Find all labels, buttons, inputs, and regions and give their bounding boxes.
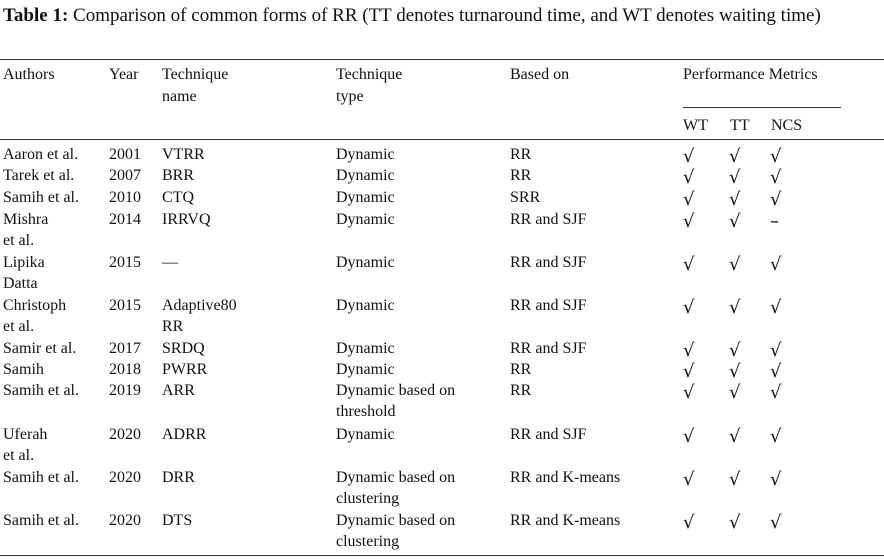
cell-technique-name: DRR: [162, 469, 195, 486]
cell-based-on: RR and SJF: [510, 211, 587, 228]
cell-technique-type: Dynamic: [336, 146, 395, 163]
cell-technique-type: clustering: [336, 533, 400, 550]
check-mark-wt: √: [683, 146, 695, 167]
header-performance-metrics: Performance Metrics: [683, 66, 818, 83]
cell-authors: Lipika: [3, 254, 45, 271]
cell-technique-type: threshold: [336, 403, 396, 420]
header-ncs: NCS: [771, 117, 803, 134]
check-mark-tt: √: [729, 361, 741, 382]
header-year: Year: [109, 66, 139, 83]
check-mark-ncs: √: [770, 469, 782, 490]
check-mark-ncs: √: [770, 167, 782, 188]
check-mark-wt: √: [683, 382, 695, 403]
cell-authors: et al.: [3, 318, 35, 335]
cell-authors: Samih et al.: [3, 382, 79, 399]
check-mark-wt: √: [683, 189, 695, 210]
cell-technique-type: Dynamic: [336, 211, 395, 228]
check-mark-wt: √: [683, 361, 695, 382]
caption-text: Comparison of common forms of RR (TT denotes turnaround time, and WT denotes waiting time): [73, 5, 821, 26]
cell-technique-type: Dynamic: [336, 167, 395, 184]
header-technique-name-1: Technique: [162, 66, 229, 83]
cell-technique-type: Dynamic: [336, 361, 395, 378]
cell-authors: Mishra: [3, 211, 49, 228]
check-mark-ncs: √: [770, 340, 782, 361]
cell-based-on: RR and K-means: [510, 469, 621, 486]
cell-technique-type: Dynamic: [336, 297, 395, 314]
cell-authors: Samih et al.: [3, 189, 79, 206]
check-mark-tt: √: [729, 512, 741, 533]
check-mark-tt: √: [729, 254, 741, 275]
cell-technique-name: —: [162, 254, 178, 271]
cell-technique-type: Dynamic based on: [336, 382, 456, 399]
check-mark-tt: √: [729, 382, 741, 403]
cell-authors: Samih et al.: [3, 512, 79, 529]
cell-technique-type: Dynamic: [336, 426, 395, 443]
cell-technique-name: CTQ: [162, 189, 194, 206]
check-mark-ncs: √: [770, 512, 782, 533]
cell-technique-name: IRRVQ: [162, 211, 211, 228]
top-rule: [0, 59, 884, 60]
check-mark-tt: √: [729, 167, 741, 188]
cell-year: 2007: [109, 167, 141, 184]
cell-authors: Datta: [3, 275, 38, 292]
cell-technique-name: BRR: [162, 167, 195, 184]
check-mark-tt: √: [729, 297, 741, 318]
cell-based-on: RR and SJF: [510, 297, 587, 314]
cell-authors: Uferah: [3, 426, 48, 443]
header-technique-type-1: Technique: [336, 66, 403, 83]
header-wt: WT: [683, 117, 708, 134]
cell-technique-name: DTS: [162, 512, 193, 529]
cell-authors: et al.: [3, 232, 35, 249]
cell-technique-type: Dynamic based on: [336, 512, 456, 529]
cell-technique-name: VTRR: [162, 146, 205, 163]
cell-technique-type: clustering: [336, 490, 400, 507]
check-mark-wt: √: [683, 426, 695, 447]
cell-authors: Samih: [3, 361, 44, 378]
cell-authors: Aaron et al.: [3, 146, 79, 163]
check-mark-ncs: √: [770, 297, 782, 318]
cell-based-on: SRR: [510, 189, 541, 206]
cell-year: 2001: [109, 146, 141, 163]
cell-technique-name: ADRR: [162, 426, 207, 443]
check-mark-tt: √: [729, 340, 741, 361]
cell-year: 2015: [109, 254, 141, 271]
cell-technique-name: Adaptive80: [162, 297, 237, 314]
header-technique-name-2: name: [162, 88, 197, 105]
check-mark-ncs: –: [770, 211, 779, 232]
check-mark-ncs: √: [770, 426, 782, 447]
cell-authors: et al.: [3, 447, 35, 464]
header-technique-type-2: type: [336, 88, 364, 105]
cell-year: 2020: [109, 512, 141, 529]
cell-based-on: RR and SJF: [510, 340, 587, 357]
cell-based-on: RR: [510, 146, 532, 163]
cell-based-on: RR and SJF: [510, 426, 587, 443]
check-mark-wt: √: [683, 469, 695, 490]
header-authors: Authors: [3, 66, 55, 83]
cell-technique-name: PWRR: [162, 361, 208, 378]
check-mark-ncs: √: [770, 382, 782, 403]
cell-authors: Samih et al.: [3, 469, 79, 486]
performance-subrule: [683, 107, 841, 108]
check-mark-wt: √: [683, 254, 695, 275]
check-mark-tt: √: [729, 211, 741, 232]
cell-year: 2020: [109, 426, 141, 443]
check-mark-ncs: √: [770, 361, 782, 382]
cell-year: 2014: [109, 211, 141, 228]
check-mark-tt: √: [729, 146, 741, 167]
cell-technique-name: SRDQ: [162, 340, 205, 357]
cell-technique-name: RR: [162, 318, 184, 335]
caption-label: Table 1:: [3, 5, 69, 26]
check-mark-tt: √: [729, 426, 741, 447]
cell-based-on: RR: [510, 167, 532, 184]
cell-year: 2020: [109, 469, 141, 486]
cell-year: 2019: [109, 382, 141, 399]
cell-based-on: RR: [510, 361, 532, 378]
cell-year: 2010: [109, 189, 141, 206]
header-based-on: Based on: [510, 66, 570, 83]
cell-technique-type: Dynamic: [336, 254, 395, 271]
check-mark-ncs: √: [770, 146, 782, 167]
check-mark-ncs: √: [770, 189, 782, 210]
cell-year: 2018: [109, 361, 141, 378]
check-mark-ncs: √: [770, 254, 782, 275]
check-mark-wt: √: [683, 512, 695, 533]
check-mark-tt: √: [729, 469, 741, 490]
check-mark-wt: √: [683, 297, 695, 318]
cell-technique-type: Dynamic: [336, 340, 395, 357]
cell-technique-type: Dynamic based on: [336, 469, 456, 486]
cell-technique-type: Dynamic: [336, 189, 395, 206]
cell-based-on: RR and K-means: [510, 512, 621, 529]
check-mark-tt: √: [729, 189, 741, 210]
check-mark-wt: √: [683, 211, 695, 232]
cell-technique-name: ARR: [162, 382, 195, 399]
cell-year: 2017: [109, 340, 141, 357]
table-caption: [3, 4, 879, 27]
bottom-rule: [0, 555, 884, 556]
cell-based-on: RR: [510, 382, 532, 399]
header-tt: TT: [730, 117, 750, 134]
cell-authors: Samir et al.: [3, 340, 77, 357]
check-mark-wt: √: [683, 167, 695, 188]
cell-authors: Christoph: [3, 297, 67, 314]
cell-year: 2015: [109, 297, 141, 314]
cell-based-on: RR and SJF: [510, 254, 587, 271]
check-mark-wt: √: [683, 340, 695, 361]
cell-authors: Tarek et al.: [3, 167, 75, 184]
header-rule: [0, 139, 884, 140]
